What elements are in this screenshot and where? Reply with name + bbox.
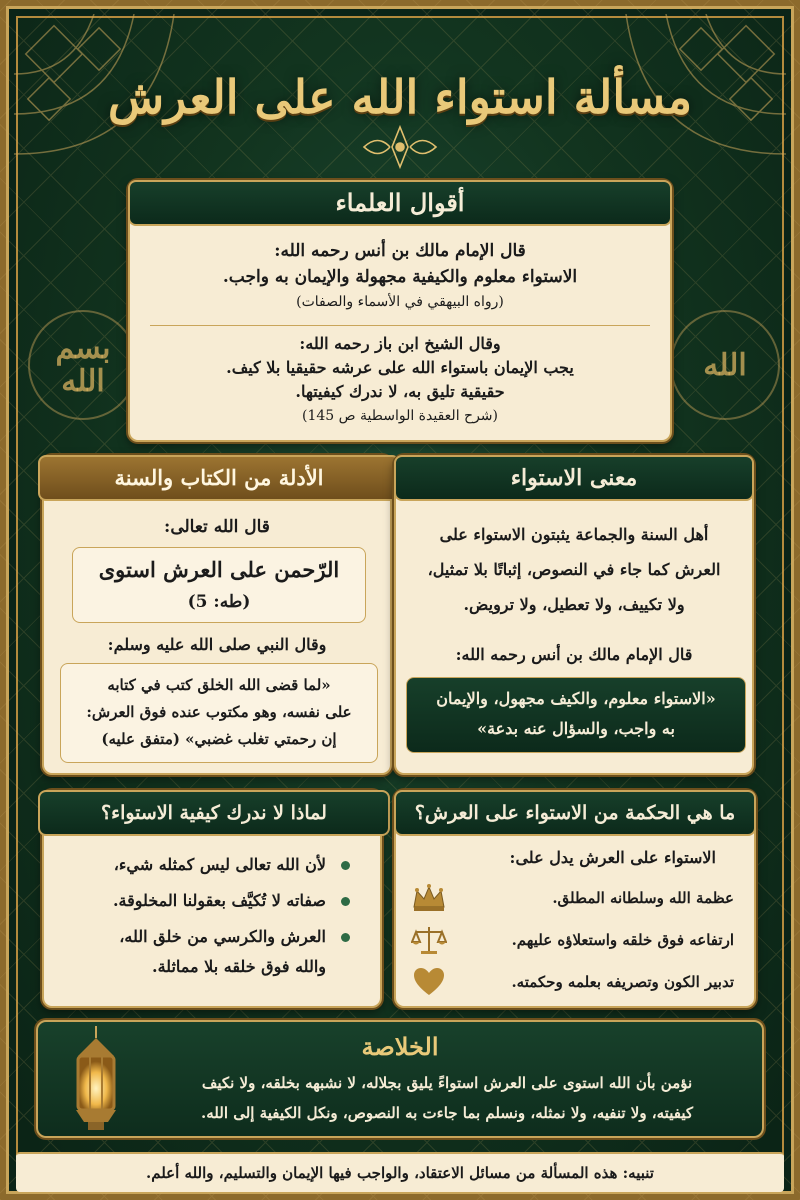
ibn-baz-source: (شرح العقيدة الواسطية ص 145): [301, 408, 498, 424]
ibn-baz-saying: [140, 332, 660, 428]
summary-line1: نؤمن بأن الله استوى على العرش استواءً يليق بجلاله، لا نشبهه بخلقه، ولا نكيف: [201, 1074, 693, 1092]
left-calligraphy-medallion: بسم الله: [28, 310, 138, 420]
wisdom-item: [410, 962, 734, 1002]
verse-reference: (طه: 5): [187, 592, 251, 612]
meaning-paragraph: [410, 517, 738, 622]
meaning-line: ولا تكييف، ولا تعطيل، ولا ترويض.: [463, 595, 685, 614]
title-ornament-icon: [360, 122, 440, 172]
meaning-header: معنى الاستواء: [394, 455, 754, 501]
wisdom-item-text: ارتفاعه فوق خلقه واستعلاؤه عليهم.: [511, 931, 734, 949]
quran-intro: قال الله تعالى:: [164, 517, 270, 537]
scholars-card: [128, 180, 672, 442]
malik-quote-line: به واجب، والسؤال عنه بدعة»: [477, 719, 675, 738]
heart-icon: [410, 965, 448, 999]
page-title: مسألة استواء الله على العرش: [107, 70, 693, 124]
meaning-line: أهل السنة والجماعة يثبتون الاستواء على: [439, 525, 709, 544]
verse-text: الرّحمن على العرش استوى: [98, 557, 340, 582]
right-calligraphy-medallion: الله: [670, 310, 780, 420]
meaning-malik-intro: قال الإمام مالك بن أنس رحمه الله:: [455, 645, 693, 664]
bullet-icon: [341, 897, 350, 906]
ibn-baz-line2: حقيقية تليق به، لا ندرك كيفيتها.: [295, 382, 505, 401]
malik-saying: [140, 238, 660, 314]
ibn-baz-intro: وقال الشيخ ابن باز رحمه الله:: [299, 334, 501, 353]
wisdom-header: ما هي الحكمة من الاستواء على العرش؟: [394, 790, 756, 836]
malik-quote-line: «الاستواء معلوم، والكيف مجهول، والإيمان: [436, 689, 716, 708]
meaning-line: العرش كما جاء في النصوص، إثباتًا بلا تمثيل،: [427, 560, 721, 579]
list-item: لأن الله تعالى ليس كمثله شيء،: [56, 850, 350, 880]
ibn-baz-line1: يجب الإيمان باستواء الله على عرشه حقيقيا بلا كيف.: [226, 358, 574, 377]
bullet-icon: [341, 933, 350, 942]
wisdom-intro: الاستواء على العرش يدل على:: [509, 848, 716, 867]
malik-source: (رواه البيهقي في الأسماء والصفات): [296, 294, 504, 310]
why-header: لماذا لا ندرك كيفية الاستواء؟: [38, 790, 390, 836]
bullet-icon: [341, 861, 350, 870]
wisdom-item-text: تدبير الكون وتصريفه بعلمه وحكمته.: [511, 973, 734, 991]
summary-panel: [36, 1020, 764, 1138]
wisdom-item-text: عظمة الله وسلطانه المطلق.: [552, 889, 734, 907]
why-list: [56, 850, 350, 988]
list-item: العرش والكرسي من خلق الله، والله فوق خلقه بلا مماثلة.: [56, 922, 350, 982]
summary-line2: كيفيته، ولا تنفيه، ولا نمثله، ونسلم بما جاءت به النصوص، ونكل الكيفية إلى الله.: [201, 1104, 693, 1122]
wisdom-card: [394, 790, 756, 1008]
list-item: صفاته لا تُكيَّف بعقولنا المخلوقة.: [56, 886, 350, 916]
scholars-header: أقوال العلماء: [128, 180, 672, 226]
malik-quote: الاستواء معلوم والكيفية مجهولة والإيمان به واجب.: [222, 267, 578, 287]
hadith-intro: وقال النبي صلى الله عليه وسلم:: [107, 635, 327, 654]
verse-box: [72, 547, 366, 623]
divider: [150, 325, 650, 326]
hadith-box: [60, 663, 378, 763]
hadith-line: «لما قضى الله الخلق كتب في كتابه: [107, 676, 331, 694]
malik-intro: قال الإمام مالك بن أنس رحمه الله:: [274, 241, 526, 261]
crown-icon: [410, 881, 448, 915]
evidence-header: الأدلة من الكتاب والسنة: [38, 455, 400, 501]
note-footer: تنبيه: هذه المسألة من مسائل الاعتقاد، والواجب فيها الإيمان والتسليم، والله أعلم.: [16, 1152, 784, 1192]
scales-icon: [410, 923, 448, 957]
meaning-malik-quote-box: [406, 677, 746, 753]
wisdom-item: [410, 920, 734, 960]
summary-title: الخلاصة: [361, 1032, 439, 1061]
wisdom-item: [410, 878, 734, 918]
hadith-line: إن رحمتي تغلب غضبي» (متفق عليه): [101, 730, 337, 748]
hadith-line: على نفسه، وهو مكتوب عنده فوق العرش:: [86, 703, 352, 721]
evidence-card: [42, 455, 392, 775]
meaning-card: [394, 455, 754, 775]
why-card: [42, 790, 382, 1008]
